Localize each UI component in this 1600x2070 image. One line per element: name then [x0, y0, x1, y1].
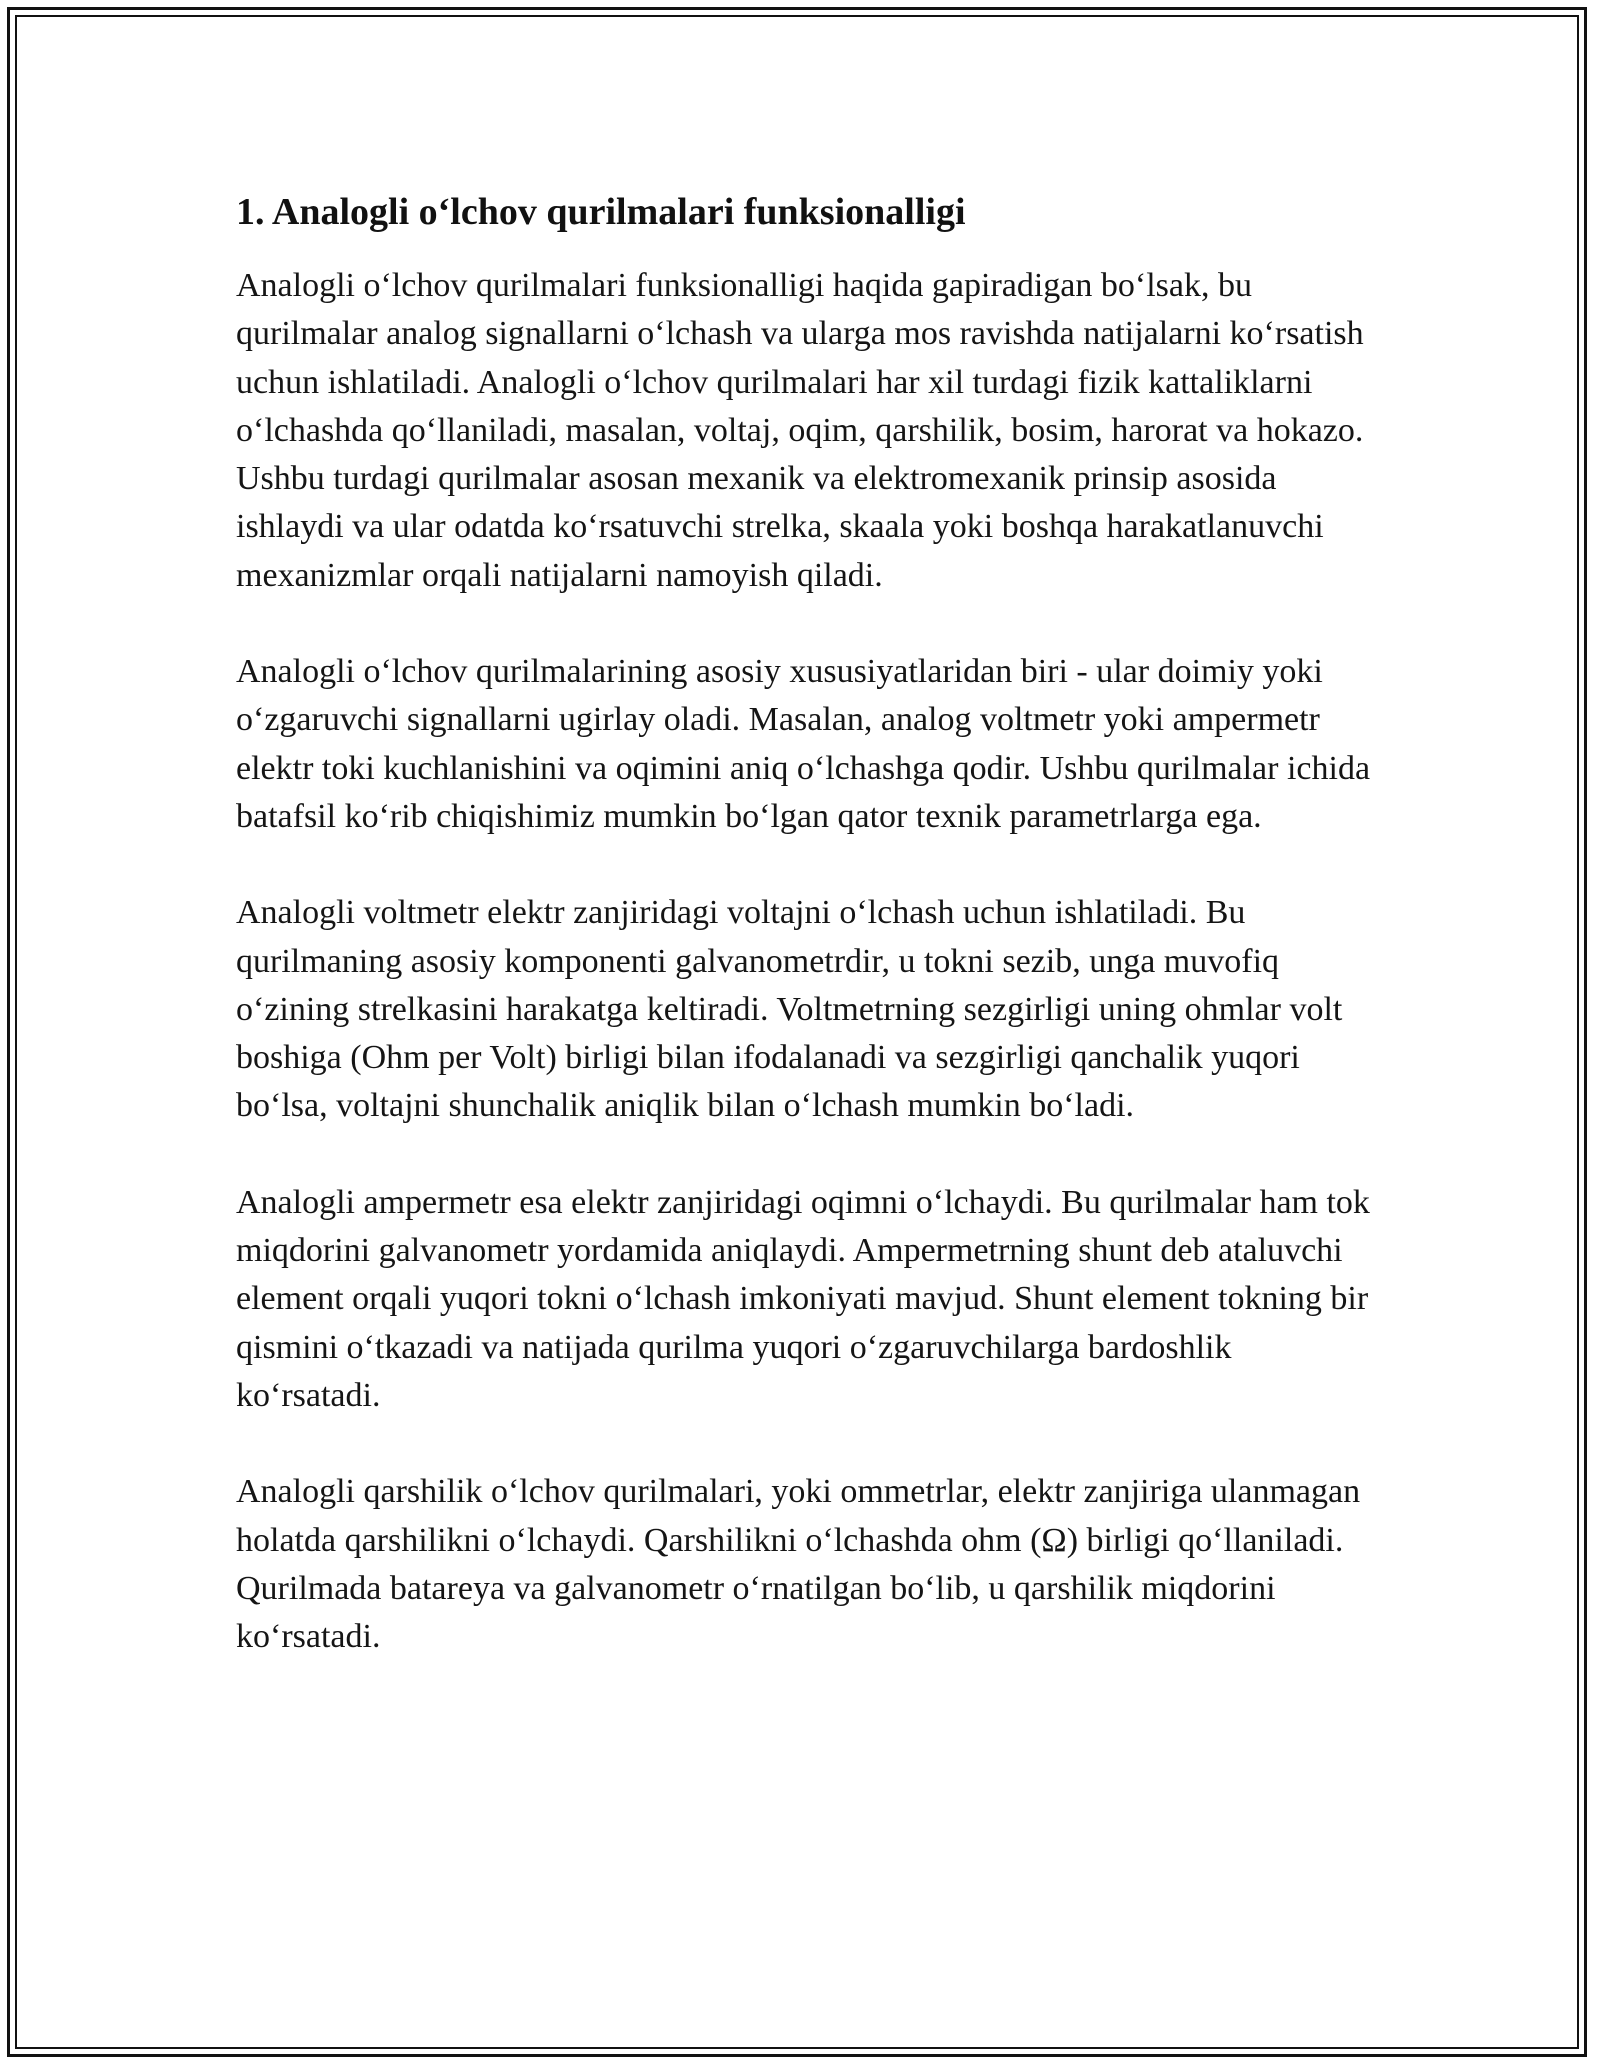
document-body [236, 186, 1376, 1709]
paragraph-voltmeter: Analogli voltmetr elektr zanjiridagi voltajni o‘lchash uchun ishlatiladi. Bu qurilmaning asosiy komponenti galvanometrdir, u tokni sezib, unga muvofiq o‘zining strelkasini harakatga keltiradi. Voltmetrning sezgirligi uning ohmlar volt boshiga (Ohm per Volt) birligi bilan ifodalanadi va sezgirligi qanchalik yuqori bo‘lsa, voltajni shunchalik aniqlik bilan o‘lchash mumkin bo‘ladi. [236, 894, 1343, 1125]
paragraph-intro: Analogli o‘lchov qurilmalari funksionalligi haqida gapiradigan bo‘lsak, bu qurilmalar analog signallarni o‘lchash va ularga mos ravishda natijalarni ko‘rsatish uchun ishlatiladi. Analogli o‘lchov qurilmalari har xil turdagi fizik kattaliklarni o‘lchashda qo‘llaniladi, masalan, voltaj, oqim, qarshilik, bosim, harorat va hokazo. Ushbu turdagi qurilmalar asosan mexanik va elektromexanik prinsip asosida ishlaydi va ular odatda ko‘rsatuvchi strelka, skaala yoki boshqa harakatlanuvchi mexanizmlar orqali natijalarni namoyish qiladi. [236, 267, 1364, 594]
paragraph-features: Analogli o‘lchov qurilmalarining asosiy xususiyatlaridan biri - ular doimiy yoki o‘zgaruvchi signallarni ugirlay oladi. Masalan, analog voltmetr yoki ampermetr elektr toki kuchlanishini va oqimini aniq o‘lchashga qodir. Ushbu qurilmalar ichida batafsil ko‘rib chiqishimiz mumkin bo‘lgan qator texnik parametrlarga ega. [236, 653, 1371, 835]
section-heading: 1. Analogli o‘lchov qurilmalari funksionalligi [236, 191, 966, 233]
paragraph-ohmmeter: Analogli qarshilik o‘lchov qurilmalari, yoki ommetrlar, elektr zanjiriga ulanmagan holatda qarshilikni o‘lchaydi. Qarshilikni o‘lchashda ohm (Ω) birligi qo‘llaniladi. Qurilmada batareya va galvanometr o‘rnatilgan bo‘lib, u qarshilik miqdorini ko‘rsatadi. [236, 1473, 1361, 1656]
paragraph-ammeter: Analogli ampermetr esa elektr zanjiridagi oqimni o‘lchaydi. Bu qurilmalar ham tok miqdorini galvanometr yordamida aniqlaydi. Ampermetrning shunt deb ataluvchi element orqali yuqori tokni o‘lchash imkoniyati mavjud. Shunt element tokning bir qismini o‘tkazadi va natijada qurilma yuqori o‘zgaruvchilarga bardoshlik ko‘rsatadi. [236, 1183, 1370, 1414]
